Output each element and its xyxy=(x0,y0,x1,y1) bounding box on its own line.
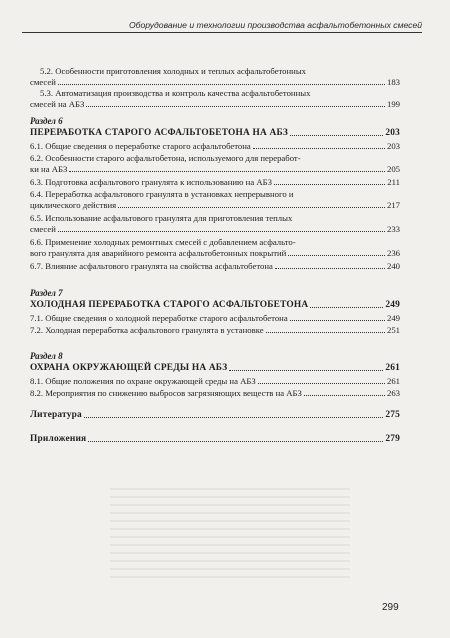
toc-entry-8-2[interactable]: 8.2. Мероприятия по снижению выбросов загрязняющих веществ на АБЗ 263 xyxy=(30,388,400,398)
toc-entry-6-4[interactable]: 6.4. Переработка асфальтового гранулята в установках непрерывного и циклического действия 217 xyxy=(30,189,400,211)
toc-appendix[interactable]: Приложения 279 xyxy=(30,434,400,444)
page-ref: 183 xyxy=(386,77,400,88)
leader-dots xyxy=(290,320,385,321)
toc-entry-6-5[interactable]: 6.5. Использование асфальтового гранулята для приготовления теплых смесей 233 xyxy=(30,213,400,235)
section-8-label: Раздел 8 xyxy=(30,351,63,361)
page-number: 299 xyxy=(382,602,399,613)
toc-entry-6-2[interactable]: 6.2. Особенности старого асфальтобетона, используемого для переработ- ки на АБЗ 205 xyxy=(30,153,400,175)
leader-dots xyxy=(58,231,385,232)
leader-dots xyxy=(266,332,385,333)
running-header: Оборудование и технологии производства асфальтобетонных смесей xyxy=(22,20,422,33)
leader-dots xyxy=(288,255,385,256)
section-6-label: Раздел 6 xyxy=(30,116,63,126)
leader-dots xyxy=(258,383,385,384)
toc-entry-5-2[interactable]: 5.2. Особенности приготовления холодных и теплых асфальтобетонных смесей 183 xyxy=(30,66,400,88)
leader-dots xyxy=(229,370,383,371)
bleed-through-texture xyxy=(110,488,350,578)
toc-entry-7-2[interactable]: 7.2. Холодная переработка асфальтового гранулята в установке 251 xyxy=(30,325,400,335)
leader-dots xyxy=(58,84,385,85)
leader-dots xyxy=(69,171,385,172)
section-8-title[interactable]: ОХРАНА ОКРУЖАЮЩЕЙ СРЕДЫ НА АБЗ 261 xyxy=(30,363,400,373)
leader-dots xyxy=(274,184,385,185)
toc-entry-8-1[interactable]: 8.1. Общие положения по охране окружающей среды на АБЗ 261 xyxy=(30,376,400,386)
leader-dots xyxy=(310,307,383,308)
leader-dots xyxy=(86,106,385,107)
toc-entry-6-7[interactable]: 6.7. Влияние асфальтового гранулята на свойства асфальтобетона 240 xyxy=(30,261,400,271)
toc-entry-6-1[interactable]: 6.1. Общие сведения о переработке старого асфальтобетона 203 xyxy=(30,141,400,151)
leader-dots xyxy=(275,268,385,269)
leader-dots xyxy=(253,148,385,149)
leader-dots xyxy=(88,441,383,442)
toc-entry-6-3[interactable]: 6.3. Подготовка асфальтового гранулята к использованию на АБЗ 211 xyxy=(30,177,400,187)
toc-entry-7-1[interactable]: 7.1. Общие сведения о холодной переработке старого асфальтобетона 249 xyxy=(30,313,400,323)
leader-dots xyxy=(290,135,383,136)
toc-literature[interactable]: Литература 275 xyxy=(30,410,400,420)
leader-dots xyxy=(84,417,383,418)
leader-dots xyxy=(304,395,385,396)
toc-entry-6-6[interactable]: 6.6. Применение холодных ремонтных смесей с добавлением асфальто- вого гранулята для аварийного ремонта асфальтобетонных покрытий 236 xyxy=(30,237,400,259)
toc-entry-5-3[interactable]: 5.3. Автоматизация производства и контроль качества асфальтобетонных смесей на АБЗ 199 xyxy=(30,88,400,110)
leader-dots xyxy=(118,207,385,208)
page-ref: 199 xyxy=(386,99,400,110)
section-7-title[interactable]: ХОЛОДНАЯ ПЕРЕРАБОТКА СТАРОГО АСФАЛЬТОБЕТОНА 249 xyxy=(30,300,400,310)
section-6-title[interactable]: ПЕРЕРАБОТКА СТАРОГО АСФАЛЬТОБЕТОНА НА АБЗ 203 xyxy=(30,128,400,138)
section-7-label: Раздел 7 xyxy=(30,288,63,298)
